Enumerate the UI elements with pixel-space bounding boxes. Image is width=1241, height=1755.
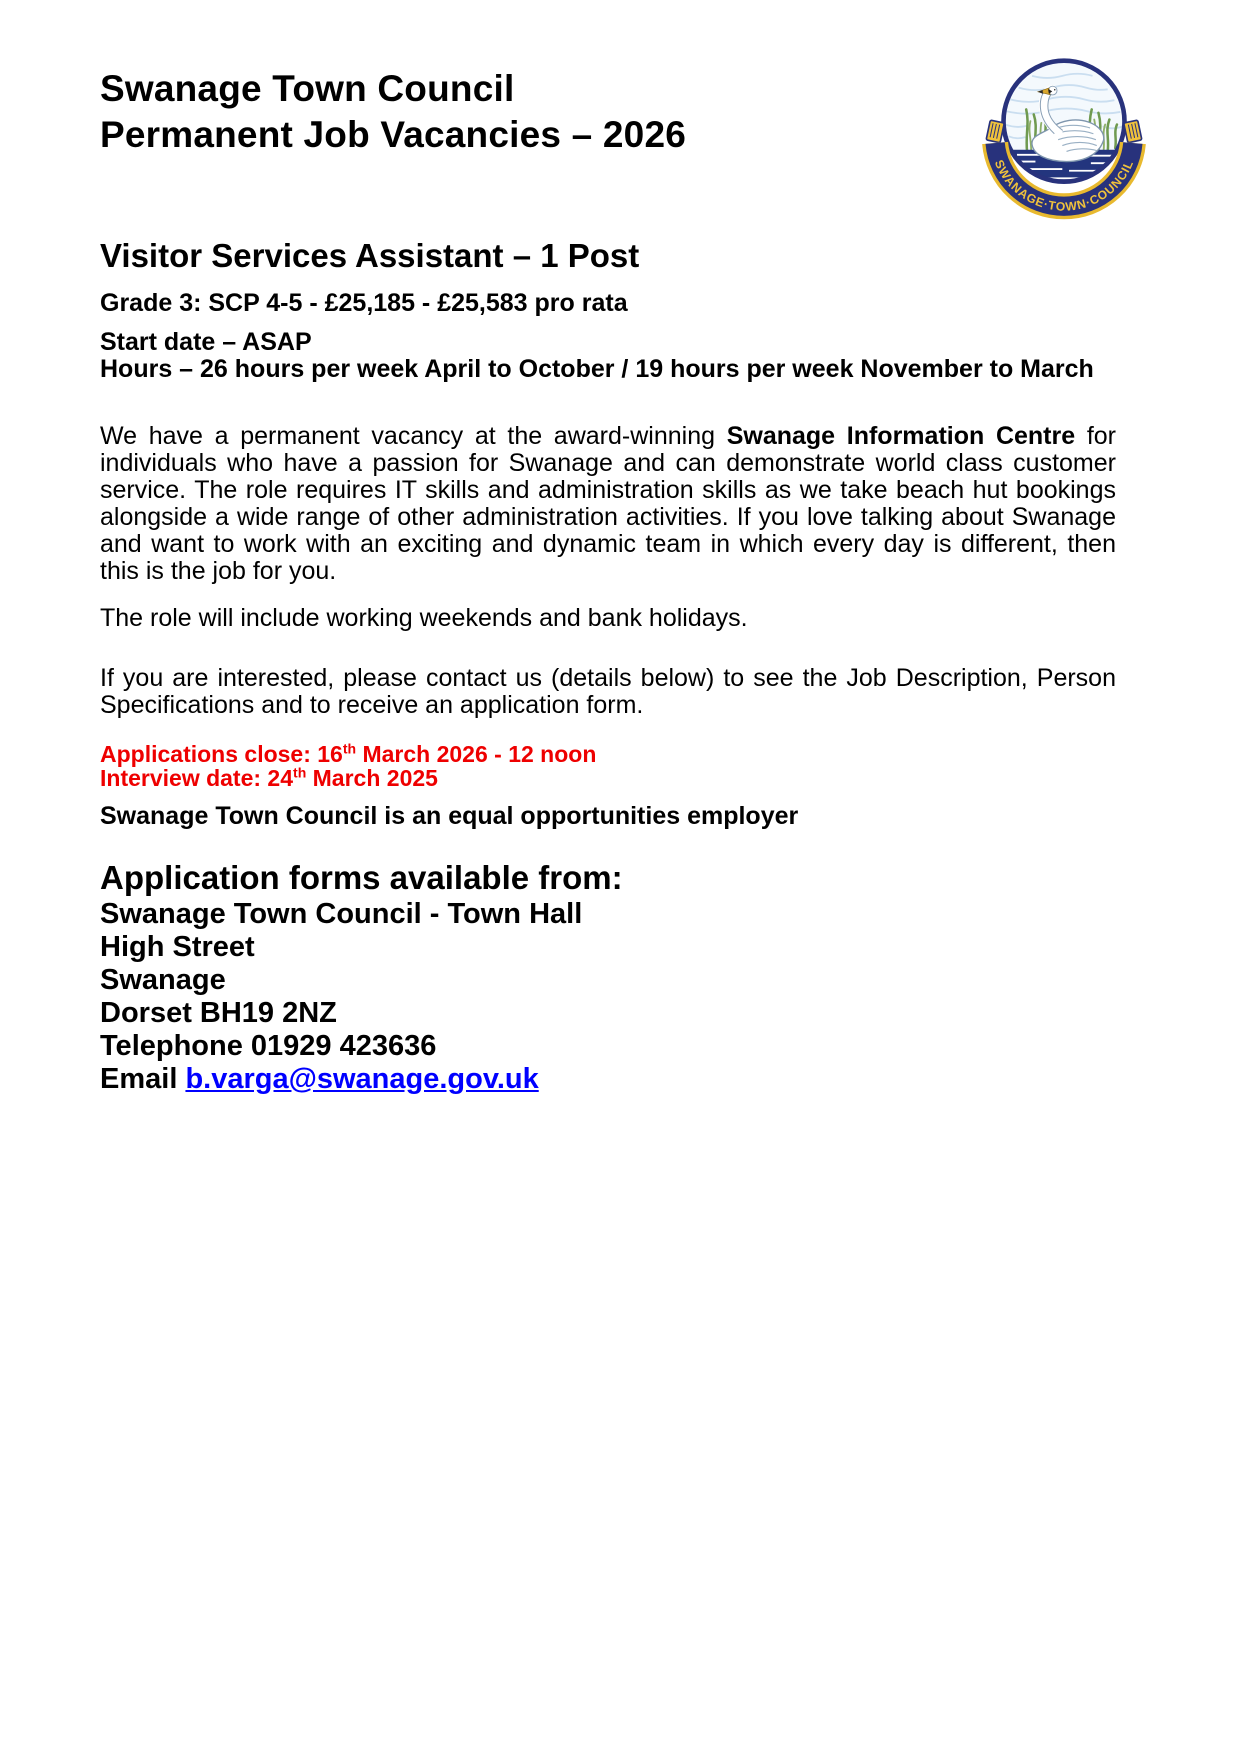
weekends-paragraph: The role will include working weekends and bank holidays. — [100, 604, 748, 632]
application-forms-heading: Application forms available from: — [100, 859, 623, 896]
address-block — [100, 898, 1116, 1096]
equal-opportunities-line: Swanage Town Council is an equal opportunities employer — [100, 802, 799, 830]
hours-line: Hours – 26 hours per week April to October / 19 hours per week November to March — [100, 355, 1094, 383]
intro-post: for individuals who have a passion for Swanage and can demonstrate world class customer service. The role requires IT skills and administration skills as we take beach hut bookings alongside a wide range of other administration activities. If you love talking about Swanage and want to work with an exciting and dynamic team in which every day is different, then this is the job for you. — [100, 422, 1117, 585]
council-crest-icon — [980, 54, 1148, 222]
schedule-block — [100, 329, 1116, 383]
address-line-town: Swanage — [100, 964, 226, 996]
ordinal-suffix: th — [293, 764, 307, 781]
applications-close-line: Applications close: 16th March 2026 - 12 noon — [100, 740, 597, 767]
intro-pre: We have a permanent vacancy at the award-winning — [100, 422, 727, 450]
address-line-postcode: Dorset BH19 2NZ — [100, 997, 337, 1029]
address-line-org: Swanage Town Council - Town Hall — [100, 898, 583, 930]
deadline-block — [100, 742, 1116, 790]
contact-paragraph: If you are interested, please contact us (details below) to see the Job Description, Person Specifications and to receive an application form. — [100, 664, 1116, 719]
interview-date-line: Interview date: 24th March 2025 — [100, 764, 438, 791]
email-line — [100, 1063, 1116, 1096]
telephone-line: Telephone 01929 423636 — [100, 1030, 437, 1062]
document-title — [100, 0, 1116, 158]
document-title-line1: Swanage Town Council — [100, 68, 515, 109]
document-title-line2: Permanent Job Vacancies – 2026 — [100, 114, 687, 155]
ordinal-suffix: th — [342, 740, 357, 757]
address-line-street: High Street — [100, 931, 255, 963]
intro-paragraph — [100, 423, 1116, 585]
grade-line: Grade 3: SCP 4-5 - £25,185 - £25,583 pro rata — [100, 289, 628, 317]
swanage-town-council-logo — [980, 54, 1148, 222]
intro-bold-centre-name: Swanage Information Centre — [726, 422, 1076, 450]
ribbon-scroll-left — [986, 120, 1004, 143]
ribbon-text: SWANAGE·TOWN·COUNCIL — [991, 157, 1137, 214]
email-link[interactable]: b.varga@swanage.gov.uk — [185, 1063, 539, 1095]
start-date-line: Start date – ASAP — [100, 328, 312, 356]
email-label: Email — [100, 1063, 186, 1095]
vacancy-heading: Visitor Services Assistant – 1 Post — [100, 237, 640, 274]
ribbon-scroll-right — [1124, 120, 1142, 143]
